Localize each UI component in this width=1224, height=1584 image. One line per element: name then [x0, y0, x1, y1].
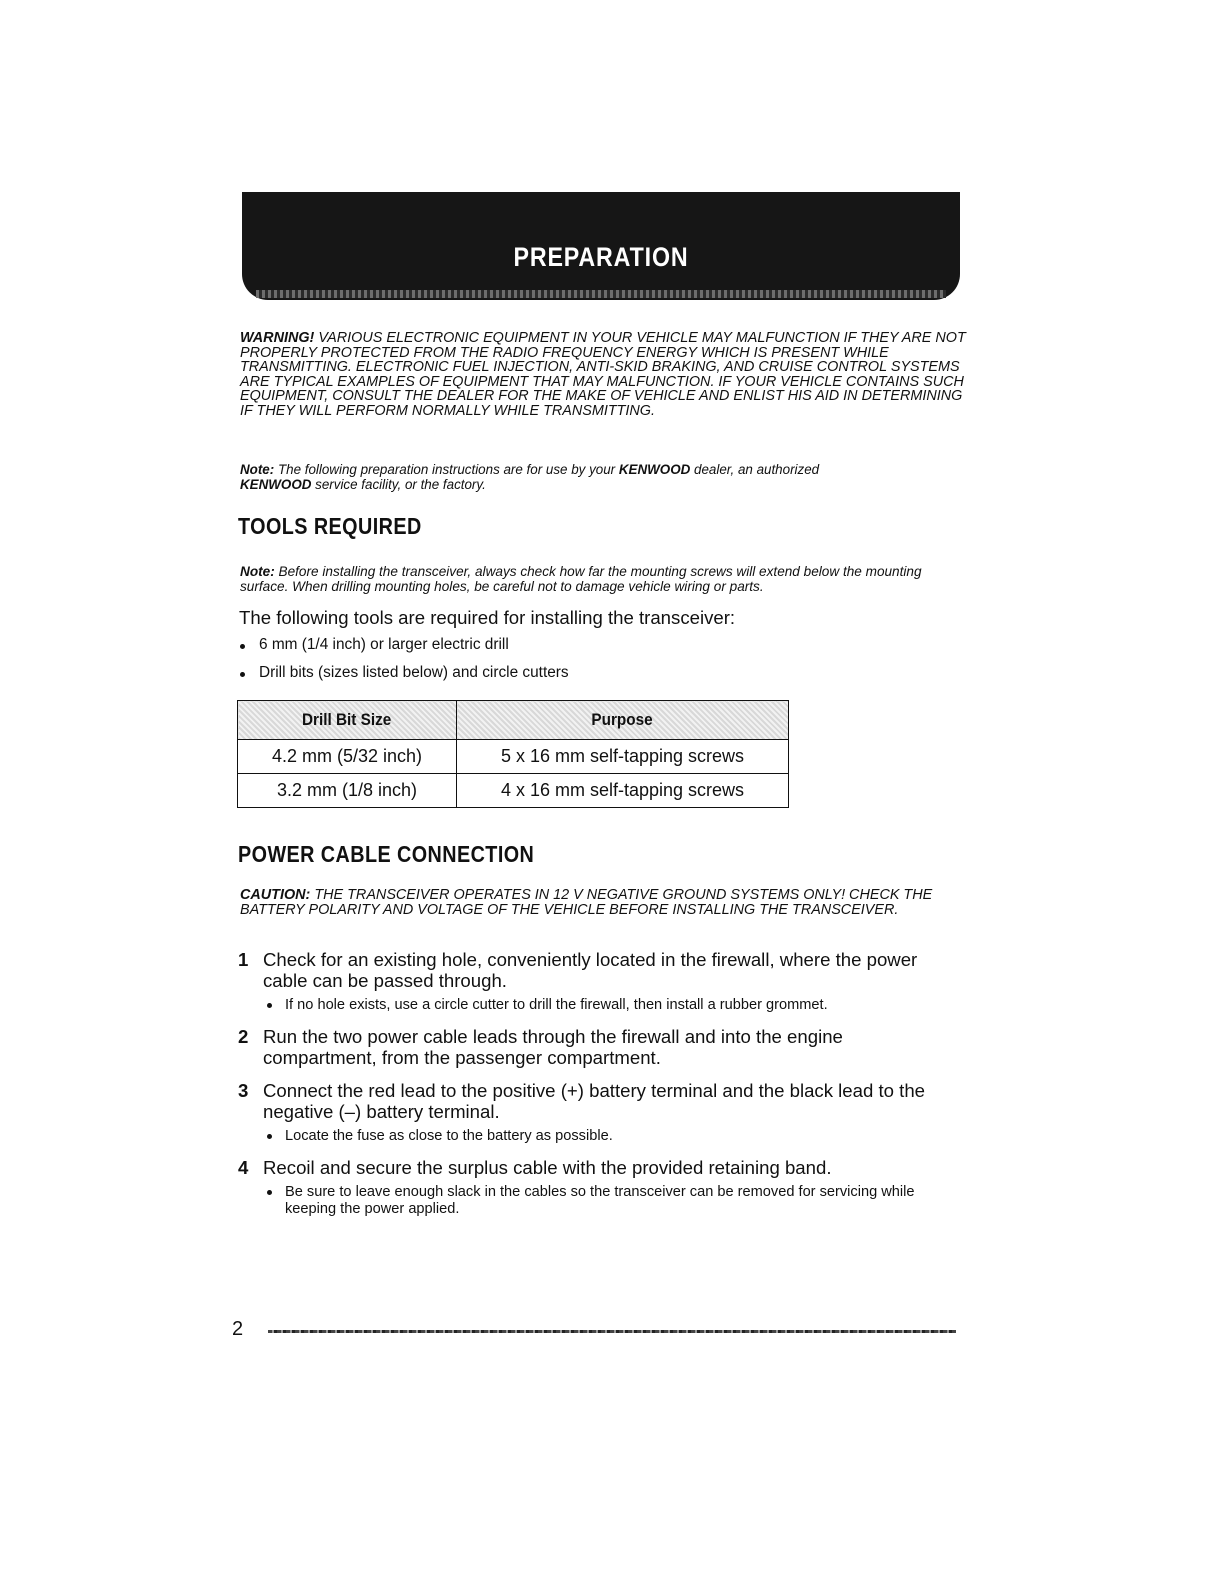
dealer-note: [240, 462, 940, 492]
table-cell: 3.2 mm (1/8 inch): [238, 774, 457, 808]
tools-heading: TOOLS REQUIRED: [238, 513, 422, 539]
column-header-purpose: Purpose: [591, 710, 654, 729]
table-cell: 5 x 16 mm self-tapping screws: [457, 740, 789, 774]
installation-steps: [238, 949, 958, 1218]
warning-text: VARIOUS ELECTRONIC EQUIPMENT IN YOUR VEHICLE MAY MALFUNCTION IF THEY ARE NOT PROPERLY PROTECTED FROM THE RADIO FREQUENCY ENERGY WHICH IS PRESENT WHILE TRANSMITTING. ELECTRONIC FUEL INJECTION, ANTI-SKID BRAKING, AND CRUISE CONTROL SYSTEMS ARE TYPICAL EXAMPLES OF EQUIPMENT THAT MAY MALFUNCTION. IF YOUR VEHICLE CONTAINS SUCH EQUIPMENT, CONSULT THE DEALER FOR THE MAKE OF VEHICLE AND ENLIST HIS AID IN DETERMINING IF THEY WILL PERFORM NORMALLY WHILE TRANSMITTING.: [240, 330, 966, 419]
page-number: 2: [232, 1318, 244, 1340]
caution-text: THE TRANSCEIVER OPERATES IN 12 V NEGATIVE GROUND SYSTEMS ONLY! CHECK THE BATTERY POLARITY AND VOLTAGE OF THE VEHICLE BEFORE INSTALLING THE TRANSCEIVER.: [240, 887, 933, 918]
table-cell: 4 x 16 mm self-tapping screws: [457, 774, 789, 808]
tools-list: [239, 636, 569, 692]
step-subnote: If no hole exists, use a circle cutter to drill the firewall, then install a rubber grommet.: [263, 997, 958, 1014]
step-text: Run the two power cable leads through the firewall and into the engine compartment, from the passenger compartment.: [263, 1026, 843, 1068]
step-item: [238, 1026, 958, 1068]
warning-paragraph: [240, 331, 970, 418]
table-header-cell: [238, 701, 457, 740]
tools-intro: The following tools are required for installing the transceiver:: [239, 607, 736, 628]
note-text: service facility, or the factory.: [315, 477, 486, 492]
note-text: dealer, an authorized: [694, 462, 820, 477]
brand-name: KENWOOD: [240, 477, 312, 492]
brand-name: KENWOOD: [618, 462, 691, 477]
caution-label: CAUTION:: [240, 887, 311, 903]
table-header-row: [238, 701, 789, 740]
step-number: 4: [238, 1157, 249, 1178]
column-header-drill-bit-size: Drill Bit Size: [302, 710, 392, 729]
step-item: [238, 949, 958, 1014]
footer-rule: [268, 1330, 956, 1333]
drill-bit-table: [237, 700, 789, 808]
mounting-note: [240, 564, 970, 594]
step-text: Recoil and secure the surplus cable with the provided retaining band.: [263, 1157, 832, 1178]
note-text: Before installing the transceiver, always check how far the mounting screws will extend below the mounting surface. When drilling mounting holes, be careful not to damage vehicle wiring or parts.: [240, 564, 922, 594]
table-cell: 4.2 mm (5/32 inch): [238, 740, 457, 774]
step-item: [238, 1080, 958, 1145]
power-heading: POWER CABLE CONNECTION: [238, 841, 535, 867]
table-row: [238, 774, 789, 808]
note-label: Note:: [240, 462, 275, 477]
step-number: 3: [238, 1080, 249, 1101]
step-text: Check for an existing hole, conveniently located in the firewall, where the power cable can be passed through.: [263, 949, 918, 991]
list-item: Drill bits (sizes listed below) and circle cutters: [239, 664, 569, 692]
step-number: 1: [238, 949, 249, 970]
caution-paragraph: [240, 888, 960, 917]
section-title: PREPARATION: [513, 242, 689, 272]
note-text: The following preparation instructions are for use by your: [277, 462, 616, 477]
step-item: [238, 1157, 958, 1218]
note-label: Note:: [240, 564, 275, 579]
step-subnote: Locate the fuse as close to the battery as possible.: [263, 1128, 958, 1145]
step-subnote: Be sure to leave enough slack in the cables so the transceiver can be removed for servicing while keeping the power applied.: [263, 1184, 958, 1218]
step-number: 2: [238, 1026, 249, 1047]
warning-label: WARNING!: [240, 330, 315, 346]
section-banner: [242, 192, 960, 300]
step-text: Connect the red lead to the positive (+) battery terminal and the black lead to the negative (–) battery terminal.: [263, 1080, 926, 1122]
banner-stripe: [256, 290, 946, 298]
list-item: 6 mm (1/4 inch) or larger electric drill: [239, 636, 569, 664]
table-row: [238, 740, 789, 774]
table-header-cell: [457, 701, 789, 740]
